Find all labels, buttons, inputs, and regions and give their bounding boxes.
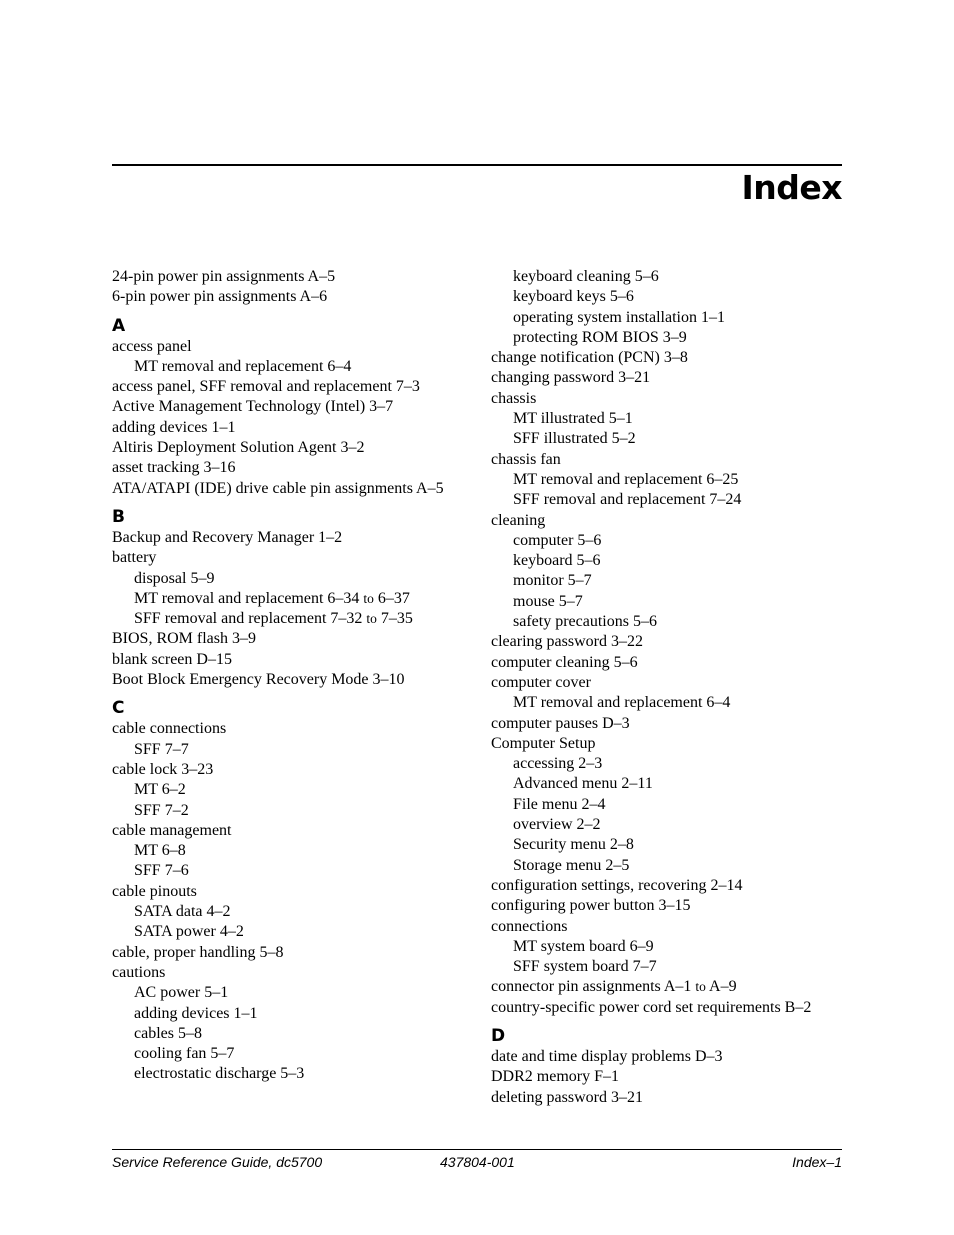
entry-text: ATA/ATAPI (IDE) drive cable pin assignments A–5 bbox=[112, 479, 444, 497]
index-entry bbox=[491, 632, 851, 652]
index-subentry bbox=[112, 1064, 462, 1084]
entry-text: 6-pin power pin assignments A–6 bbox=[112, 288, 328, 306]
index-subentry bbox=[491, 287, 851, 307]
index-letter-heading: B bbox=[112, 506, 125, 527]
entry-text: access panel, SFF removal and replacement 7–3 bbox=[112, 378, 420, 396]
entry-text: operating system installation 1–1 bbox=[513, 308, 725, 326]
index-subentry bbox=[491, 409, 851, 429]
index-entry bbox=[112, 267, 462, 287]
entry-text: connections bbox=[491, 917, 568, 935]
range-connector-text: to bbox=[695, 979, 706, 995]
index-subentry bbox=[491, 531, 851, 551]
entry-text: computer 5–6 bbox=[513, 531, 602, 549]
index-subentry bbox=[491, 754, 851, 774]
index-subentry bbox=[491, 835, 851, 855]
entry-text: AC power 5–1 bbox=[134, 984, 229, 1002]
index-entry bbox=[491, 1047, 851, 1067]
entry-text: MT removal and replacement 6–4 bbox=[134, 357, 352, 375]
index-entry bbox=[491, 511, 851, 531]
entry-text: asset tracking 3–16 bbox=[112, 459, 236, 477]
entry-text: 7–35 bbox=[376, 610, 413, 628]
entry-text: 24-pin power pin assignments A–5 bbox=[112, 268, 336, 285]
entry-text: cooling fan 5–7 bbox=[134, 1045, 235, 1063]
entry-text: MT 6–8 bbox=[134, 842, 186, 860]
entry-text: MT removal and replacement 6–34 bbox=[134, 589, 364, 607]
entry-text: computer cover bbox=[491, 673, 591, 691]
entry-text: SFF 7–7 bbox=[134, 740, 189, 758]
index-subentry bbox=[112, 902, 462, 922]
index-subentry bbox=[112, 922, 462, 942]
entry-text: 6–37 bbox=[373, 589, 410, 607]
index-entry bbox=[491, 876, 851, 896]
footer-part-number: 437804-001 bbox=[440, 1154, 515, 1170]
entry-text: SFF illustrated 5–2 bbox=[513, 430, 636, 448]
index-entry bbox=[112, 943, 462, 963]
entry-text: overview 2–2 bbox=[513, 816, 601, 834]
entry-text: chassis fan bbox=[491, 450, 561, 468]
index-entry bbox=[491, 1088, 851, 1108]
entry-text: Computer Setup bbox=[491, 734, 596, 752]
entry-text: electrostatic discharge 5–3 bbox=[134, 1065, 305, 1083]
index-subentry bbox=[491, 551, 851, 571]
index-entry bbox=[112, 528, 462, 548]
entry-text: access panel bbox=[112, 337, 192, 355]
index-entry bbox=[112, 337, 462, 357]
range-connector-text: to bbox=[366, 611, 377, 627]
entry-text: computer cleaning 5–6 bbox=[491, 653, 638, 671]
index-subentry bbox=[491, 815, 851, 835]
entry-text: MT 6–2 bbox=[134, 781, 186, 799]
entry-text: Security menu 2–8 bbox=[513, 836, 634, 854]
index-entry bbox=[491, 977, 851, 997]
range-connector-text: to bbox=[363, 590, 374, 606]
entry-text: cleaning bbox=[491, 511, 546, 529]
entry-text: keyboard keys 5–6 bbox=[513, 288, 634, 306]
index-column-right bbox=[491, 267, 851, 1108]
entry-text: configuration settings, recovering 2–14 bbox=[491, 876, 743, 894]
index-subentry bbox=[491, 571, 851, 591]
entry-text: MT system board 6–9 bbox=[513, 937, 654, 955]
index-column-left bbox=[112, 267, 462, 1085]
index-entry bbox=[112, 670, 462, 690]
entry-text: cable lock 3–23 bbox=[112, 760, 214, 778]
entry-text: cable connections bbox=[112, 720, 227, 738]
entry-text: SFF 7–6 bbox=[134, 862, 189, 880]
index-entry bbox=[112, 548, 462, 568]
entry-text: blank screen D–15 bbox=[112, 650, 232, 668]
entry-text: SATA power 4–2 bbox=[134, 923, 244, 941]
entry-text: cable management bbox=[112, 821, 232, 839]
entry-text: Active Management Technology (Intel) 3–7 bbox=[112, 398, 394, 416]
entry-text: date and time display problems D–3 bbox=[491, 1047, 723, 1065]
entry-text: keyboard cleaning 5–6 bbox=[513, 268, 659, 285]
entry-text: keyboard 5–6 bbox=[513, 552, 601, 570]
index-entry bbox=[112, 760, 462, 780]
index-entry bbox=[112, 479, 462, 499]
index-entry bbox=[112, 963, 462, 983]
entry-text: adding devices 1–1 bbox=[112, 418, 236, 436]
index-entry bbox=[112, 418, 462, 438]
index-subentry bbox=[112, 1024, 462, 1044]
index-subentry bbox=[491, 308, 851, 328]
index-subentry bbox=[112, 1004, 462, 1024]
entry-text: SFF removal and replacement 7–32 bbox=[134, 610, 367, 628]
index-entry bbox=[491, 998, 851, 1018]
index-entry bbox=[112, 629, 462, 649]
index-subentry bbox=[112, 841, 462, 861]
entry-text: mouse 5–7 bbox=[513, 592, 583, 610]
index-subentry bbox=[112, 983, 462, 1003]
index-entry bbox=[112, 821, 462, 841]
index-subentry bbox=[491, 957, 851, 977]
index-subentry bbox=[491, 693, 851, 713]
entry-text: battery bbox=[112, 549, 157, 567]
entry-text: Boot Block Emergency Recovery Mode 3–10 bbox=[112, 671, 405, 689]
index-entry bbox=[112, 287, 462, 307]
entry-text: accessing 2–3 bbox=[513, 755, 603, 773]
index-entry bbox=[112, 377, 462, 397]
header-rule bbox=[112, 164, 842, 166]
index-letter-heading: D bbox=[491, 1025, 506, 1046]
page-title: Index bbox=[741, 168, 842, 207]
footer-guide-title: Service Reference Guide, dc5700 bbox=[112, 1154, 323, 1170]
entry-text: SFF 7–2 bbox=[134, 801, 189, 819]
entry-text: cable, proper handling 5–8 bbox=[112, 943, 284, 961]
entry-text: DDR2 memory F–1 bbox=[491, 1068, 619, 1086]
entry-text: country-specific power cord set requirements B–2 bbox=[491, 998, 812, 1016]
entry-text: Storage menu 2–5 bbox=[513, 856, 630, 874]
entry-text: SATA data 4–2 bbox=[134, 903, 231, 921]
index-letter-heading: C bbox=[112, 698, 125, 719]
entry-text: changing password 3–21 bbox=[491, 369, 651, 387]
index-entry bbox=[112, 882, 462, 902]
index-entry bbox=[491, 1067, 851, 1087]
index-subentry bbox=[491, 470, 851, 490]
index-subentry bbox=[491, 937, 851, 957]
index-entry bbox=[491, 917, 851, 937]
index-subentry bbox=[491, 429, 851, 449]
index-entry bbox=[491, 389, 851, 409]
index-subentry bbox=[491, 795, 851, 815]
index-subentry bbox=[491, 592, 851, 612]
footer-rule bbox=[112, 1149, 842, 1150]
index-entry bbox=[491, 348, 851, 368]
index-subentry bbox=[112, 1044, 462, 1064]
index-subentry bbox=[112, 740, 462, 760]
index-subentry bbox=[491, 267, 851, 287]
index-subentry bbox=[491, 612, 851, 632]
entry-text: chassis bbox=[491, 389, 537, 407]
index-subentry bbox=[112, 589, 462, 609]
entry-text: cables 5–8 bbox=[134, 1024, 202, 1042]
entry-text: File menu 2–4 bbox=[513, 795, 606, 813]
index-entry bbox=[112, 650, 462, 670]
index-subentry bbox=[491, 856, 851, 876]
index-subentry bbox=[491, 328, 851, 348]
entry-text: Backup and Recovery Manager 1–2 bbox=[112, 528, 343, 546]
entry-text: safety precautions 5–6 bbox=[513, 613, 657, 631]
entry-text: protecting ROM BIOS 3–9 bbox=[513, 328, 687, 346]
entry-text: Advanced menu 2–11 bbox=[513, 775, 653, 793]
index-subentry bbox=[112, 609, 462, 629]
footer-page-number: Index–1 bbox=[792, 1154, 842, 1170]
index-subentry bbox=[112, 861, 462, 881]
entry-text: MT removal and replacement 6–25 bbox=[513, 470, 739, 488]
index-entry bbox=[491, 450, 851, 470]
index-entry bbox=[112, 397, 462, 417]
index-subentry bbox=[112, 357, 462, 377]
entry-text: SFF removal and replacement 7–24 bbox=[513, 491, 742, 509]
entry-text: deleting password 3–21 bbox=[491, 1088, 643, 1106]
index-subentry bbox=[112, 569, 462, 589]
index-entry bbox=[491, 734, 851, 754]
entry-text: disposal 5–9 bbox=[134, 569, 215, 587]
entry-text: cautions bbox=[112, 963, 166, 981]
index-letter-heading: A bbox=[112, 315, 126, 336]
index-subentry bbox=[491, 774, 851, 794]
index-subentry bbox=[112, 780, 462, 800]
index-subentry bbox=[491, 490, 851, 510]
entry-text: adding devices 1–1 bbox=[134, 1004, 258, 1022]
entry-text: MT removal and replacement 6–4 bbox=[513, 694, 731, 712]
index-entry bbox=[491, 714, 851, 734]
index-entry bbox=[112, 719, 462, 739]
index-entry bbox=[491, 653, 851, 673]
entry-text: Altiris Deployment Solution Agent 3–2 bbox=[112, 439, 365, 457]
entry-text: MT illustrated 5–1 bbox=[513, 410, 633, 428]
entry-text: computer pauses D–3 bbox=[491, 714, 630, 732]
entry-text: BIOS, ROM flash 3–9 bbox=[112, 630, 257, 648]
entry-text: configuring power button 3–15 bbox=[491, 897, 691, 915]
index-entry bbox=[112, 438, 462, 458]
index-entry bbox=[491, 368, 851, 388]
entry-text: change notification (PCN) 3–8 bbox=[491, 349, 688, 367]
entry-text: monitor 5–7 bbox=[513, 572, 592, 590]
entry-text: SFF system board 7–7 bbox=[513, 958, 657, 976]
index-subentry bbox=[112, 801, 462, 821]
index-entry bbox=[491, 673, 851, 693]
entry-text: cable pinouts bbox=[112, 882, 197, 900]
index-entry bbox=[491, 896, 851, 916]
index-entry bbox=[112, 458, 462, 478]
entry-text: connector pin assignments A–1 bbox=[491, 978, 696, 996]
entry-text: clearing password 3–22 bbox=[491, 633, 643, 651]
entry-text: A–9 bbox=[705, 978, 737, 996]
